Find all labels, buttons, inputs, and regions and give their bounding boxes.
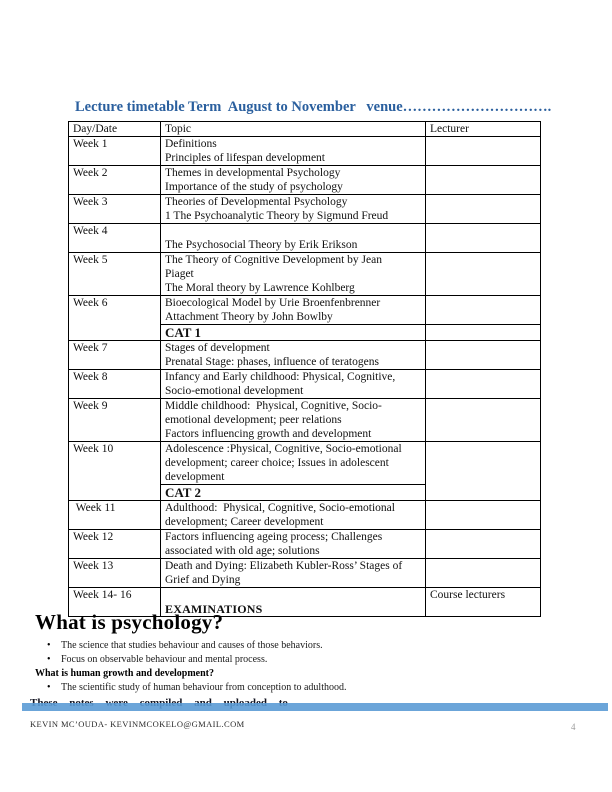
table-row [69,442,541,485]
topic-line: Prenatal Stage: phases, influence of teratogens [165,356,379,368]
lecturer-cell [426,399,541,442]
day-date-cell: Week 5 [69,253,161,296]
topic-line: Theories of Developmental Psychology [165,196,348,208]
footer-author: KEVIN MC’OUDA- KEVINMCOKELO@GMAIL.COM [30,719,245,729]
topic-line: The Moral theory by Lawrence Kohlberg [165,282,355,294]
lecturer-cell [426,325,541,341]
topic-line: CAT 1 [165,325,201,340]
day-date-cell: Week 2 [69,166,161,195]
topic-line: Importance of the study of psychology [165,181,343,193]
topic-line: 1 The Psychoanalytic Theory by Sigmund Freud [165,210,389,222]
bullet-item [35,653,580,667]
table-row [69,341,541,370]
page-title: Lecture timetable Term August to November venue…………………………. [75,99,552,115]
bullet-icon: • [47,654,51,665]
topic-line: CAT 2 [165,485,201,500]
bullet-list-growth [35,681,580,695]
table-header-row [69,122,541,137]
lecturer-cell [426,195,541,224]
bullet-item [35,639,580,653]
bullet-text: The scientific study of human behaviour from conception to adulthood. [61,682,347,693]
topic-cell [161,137,426,166]
lecturer-cell [426,442,541,501]
topic-cell [161,442,426,485]
day-date-cell: Week 9 [69,399,161,442]
day-date-cell: Week 8 [69,370,161,399]
table-row [69,224,541,253]
table-row [69,501,541,530]
lecturer-cell [426,253,541,296]
day-date-cell: Week 14- 16 [69,588,161,617]
topic-cell [161,501,426,530]
lecturer-cell [426,224,541,253]
header-day-date: Day/Date [69,122,161,137]
day-date-cell: Week 10 [69,442,161,501]
day-date-cell: Week 11 [69,501,161,530]
topic-line: Themes in developmental Psychology [165,167,341,179]
table-row [69,166,541,195]
topic-line: Factors influencing growth and development [165,428,372,440]
lecturer-cell [426,559,541,588]
table-row [69,370,541,399]
table-row [69,195,541,224]
topic-line: emotional development; peer relations [165,414,342,426]
clipped-paragraph [22,697,608,712]
lecturer-cell [426,501,541,530]
topic-cell [161,325,426,341]
topic-line: Factors influencing ageing process; Challenges [165,531,383,543]
day-date-cell: Week 12 [69,530,161,559]
topic-cell [161,296,426,325]
lecturer-cell: Course lecturers [426,588,541,617]
timetable-table [68,121,541,617]
topic-line: Socio-emotional development [165,385,304,397]
topic-line: Death and Dying: Elizabeth Kubler-Ross’ Stages of [165,560,403,572]
topic-cell [161,195,426,224]
bullet-text: The science that studies behaviour and causes of those behaviors. [61,640,323,651]
topic-line: Adulthood: Physical, Cognitive, Socio-emotional [165,502,395,514]
topic-line: Adolescence :Physical, Cognitive, Socio-emotional [165,443,402,455]
topic-line: Middle childhood: Physical, Cognitive, Socio- [165,400,382,412]
table-row [69,137,541,166]
topic-cell [161,341,426,370]
footer-accent-bar [22,703,608,711]
day-date-cell: Week 3 [69,195,161,224]
topic-line: Bioecological Model by Urie Broenfenbrenner [165,297,381,309]
topic-line: development; career choice; Issues in adolescent [165,457,389,469]
lecturer-cell [426,370,541,399]
day-date-cell: Week 4 [69,224,161,253]
table-row [69,253,541,296]
bullet-item [35,681,580,695]
topic-line [165,224,421,238]
topic-line: The Psychosocial Theory by Erik Erikson [165,239,358,251]
table-row [69,530,541,559]
topic-cell [161,253,426,296]
bullet-icon: • [47,640,51,651]
psychology-section [35,610,580,695]
topic-line: Piaget [165,268,194,280]
section-heading: What is psychology? [35,610,224,634]
topic-line: EXAMINATIONS [165,602,263,616]
lecturer-cell [426,296,541,325]
topic-line: Grief and Dying [165,574,241,586]
topic-line: Principles of lifespan development [165,152,326,164]
bullet-text: Focus on observable behaviour and mental process. [61,654,268,665]
day-date-cell: Week 13 [69,559,161,588]
lecturer-cell [426,137,541,166]
sub-heading: What is human growth and development? [35,668,215,679]
header-lecturer: Lecturer [426,122,541,137]
topic-line: The Theory of Cognitive Development by Jean [165,254,382,266]
topic-line: development; Career development [165,516,324,528]
topic-line: development [165,471,225,483]
bullet-list-psychology [35,639,580,667]
topic-cell [161,559,426,588]
table-row [69,296,541,325]
topic-line [165,588,421,602]
topic-line: Infancy and Early childhood: Physical, Cognitive, [165,371,396,383]
topic-cell [161,485,426,501]
topic-cell [161,166,426,195]
table-row [69,559,541,588]
lecturer-cell [426,530,541,559]
topic-cell [161,530,426,559]
day-date-cell: Week 6 [69,296,161,341]
lecturer-cell [426,166,541,195]
topic-cell [161,399,426,442]
bullet-icon: • [47,682,51,693]
topic-line: Stages of development [165,342,270,354]
lecture-timetable [68,121,541,617]
topic-line: Attachment Theory by John Bowlby [165,311,333,323]
topic-cell [161,370,426,399]
topic-line: Definitions [165,138,217,150]
topic-line: associated with old age; solutions [165,545,320,557]
timetable-body [69,137,541,617]
header-topic: Topic [161,122,426,137]
page-number: 4 [571,722,576,732]
topic-cell [161,224,426,253]
lecturer-cell [426,341,541,370]
table-row [69,399,541,442]
day-date-cell: Week 7 [69,341,161,370]
day-date-cell: Week 1 [69,137,161,166]
